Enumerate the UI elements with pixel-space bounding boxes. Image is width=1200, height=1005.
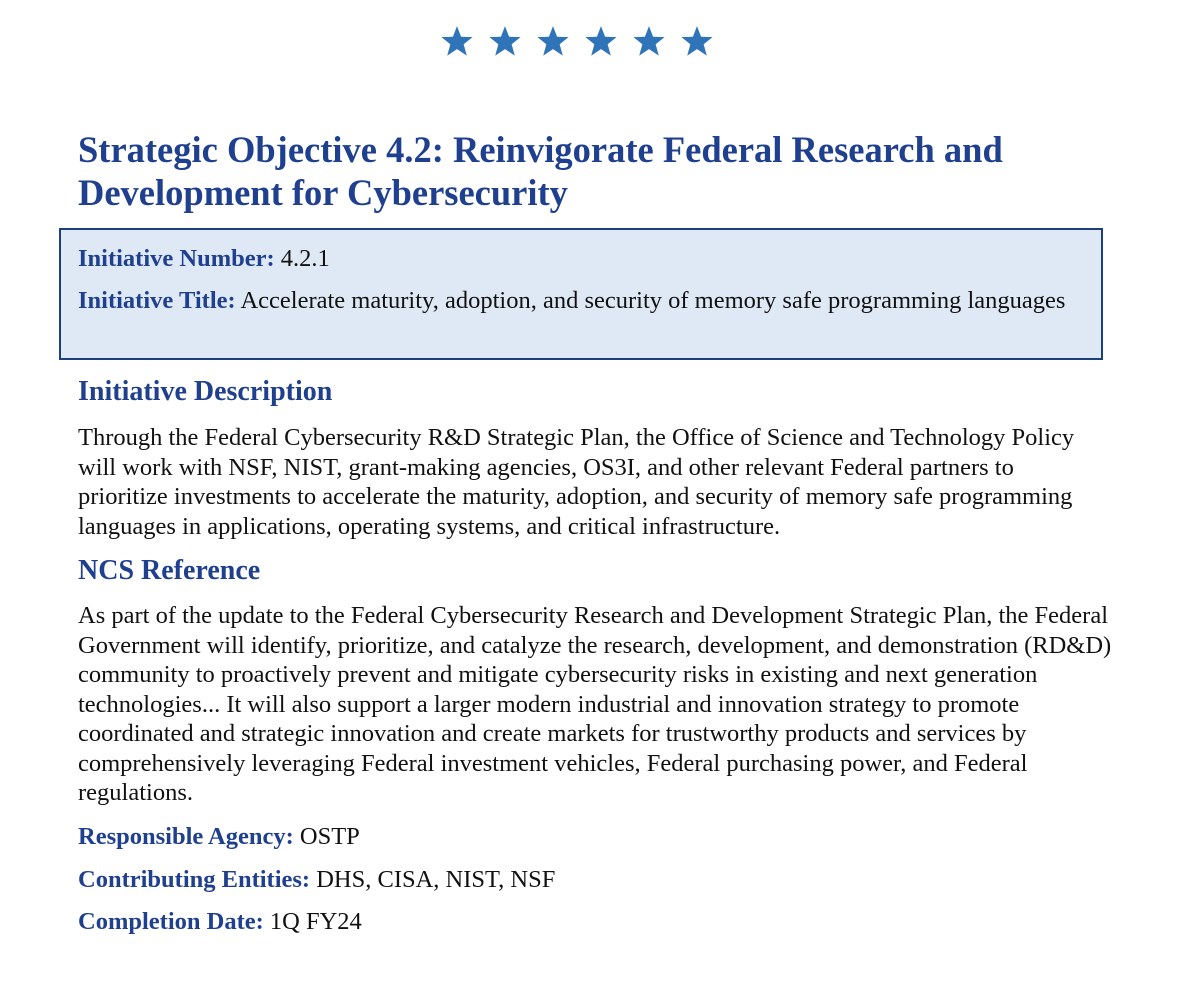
initiative-title-value: Accelerate maturity, adoption, and security of memory safe programming languages — [240, 287, 1066, 314]
contributing-entities — [78, 865, 555, 895]
ncs-reference-text: As part of the update to the Federal Cybersecurity Research and Development Strategic Plan, the Federal Government will identify, prioritize, and catalyze the research, development, and demonstration (RD&D) community to proactively prevent and mitigate cybersecurity risks in existing and next generation technologies... It will also support a larger modern industrial and innovation strategy to promote coordinated and strategic innovation and create markets for trustworthy products and services by comprehensively leveraging Federal investment vehicles, Federal purchasing power, and Federal regulations. — [78, 602, 1112, 806]
star-icon — [488, 24, 522, 58]
initiative-title — [78, 286, 1078, 316]
completion-date — [78, 907, 362, 937]
initiative-number-value: 4.2.1 — [280, 245, 330, 272]
star-row — [0, 24, 1154, 58]
star-icon — [584, 24, 618, 58]
completion-date-label: Completion Date: — [78, 908, 264, 935]
description-text: Through the Federal Cybersecurity R&D Strategic Plan, the Office of Science and Technology Policy will work with NSF, NIST, grant-making agencies, OS3I, and other relevant Federal partners to prioritize investments to accelerate the maturity, adoption, and security of memory safe programming languages in applications, operating systems, and critical infrastructure. — [78, 424, 1075, 540]
responsible-agency-label: Responsible Agency: — [78, 823, 294, 850]
contributing-entities-label: Contributing Entities: — [78, 866, 311, 893]
initiative-title-label: Initiative Title: — [78, 287, 236, 314]
contributing-entities-value: DHS, CISA, NIST, NSF — [316, 866, 556, 893]
description-heading: Initiative Description — [78, 376, 333, 407]
star-icon — [632, 24, 666, 58]
responsible-agency-value: OSTP — [299, 823, 360, 850]
objective-title: Strategic Objective 4.2: Reinvigorate Federal Research and Development for Cybersecurity — [78, 129, 1003, 213]
initiative-number — [78, 244, 1078, 274]
initiative-box — [59, 228, 1103, 360]
star-icon — [440, 24, 474, 58]
ncs-reference-heading: NCS Reference — [78, 555, 261, 586]
responsible-agency — [78, 822, 360, 852]
completion-date-value: 1Q FY24 — [269, 908, 362, 935]
star-icon — [536, 24, 570, 58]
initiative-number-label: Initiative Number: — [78, 245, 275, 272]
star-icon — [680, 24, 714, 58]
